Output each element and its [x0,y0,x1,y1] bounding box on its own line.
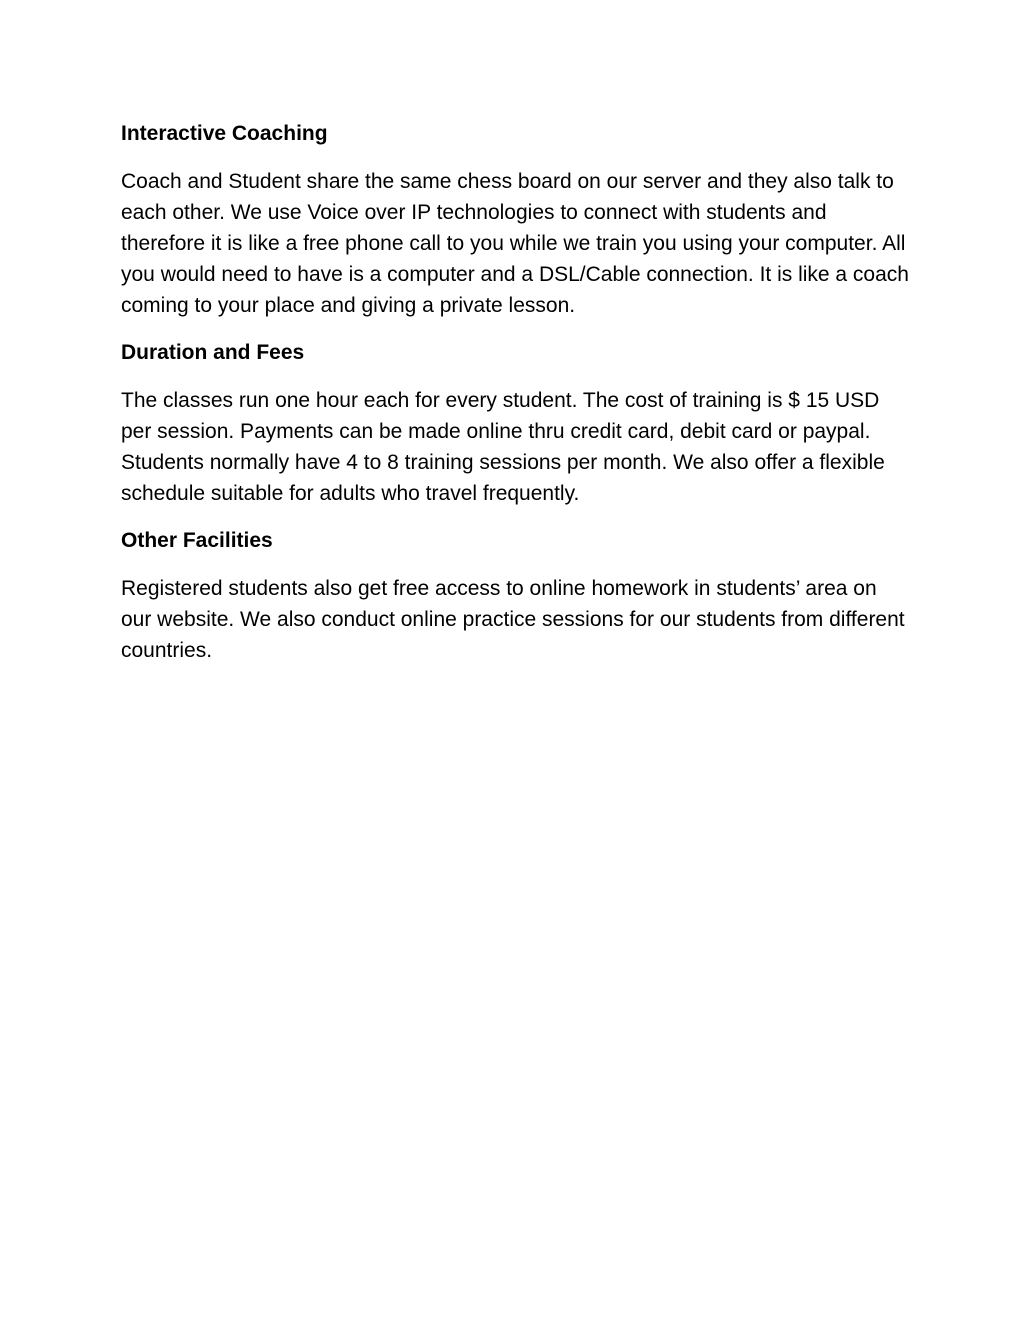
section-paragraph: Registered students also get free access to online homework in students’ area on our website. We also conduct online practice sessions for our students from different countries. [121,577,905,662]
section-interactive-coaching [121,118,911,321]
section-paragraph: Coach and Student share the same chess board on our server and they also talk to each other. We use Voice over IP technologies to connect with students and therefore it is like a free phone call to you while we train you using your computer. All you would need to have is a computer and a DSL/Cable connection. It is like a coach coming to your place and giving a private lesson. [121,170,909,317]
section-heading: Other Facilities [121,529,273,552]
section-duration-and-fees [121,337,911,509]
section-heading: Duration and Fees [121,341,305,364]
section-heading: Interactive Coaching [121,122,328,145]
document-page [121,118,911,666]
section-paragraph: The classes run one hour each for every student. The cost of training is $ 15 USD per session. Payments can be made online thru credit card, debit card or paypal. Students normally have 4 to 8 training sessions per month. We also offer a flexible schedule suitable for adults who travel frequently. [121,389,885,505]
section-other-facilities [121,525,911,666]
